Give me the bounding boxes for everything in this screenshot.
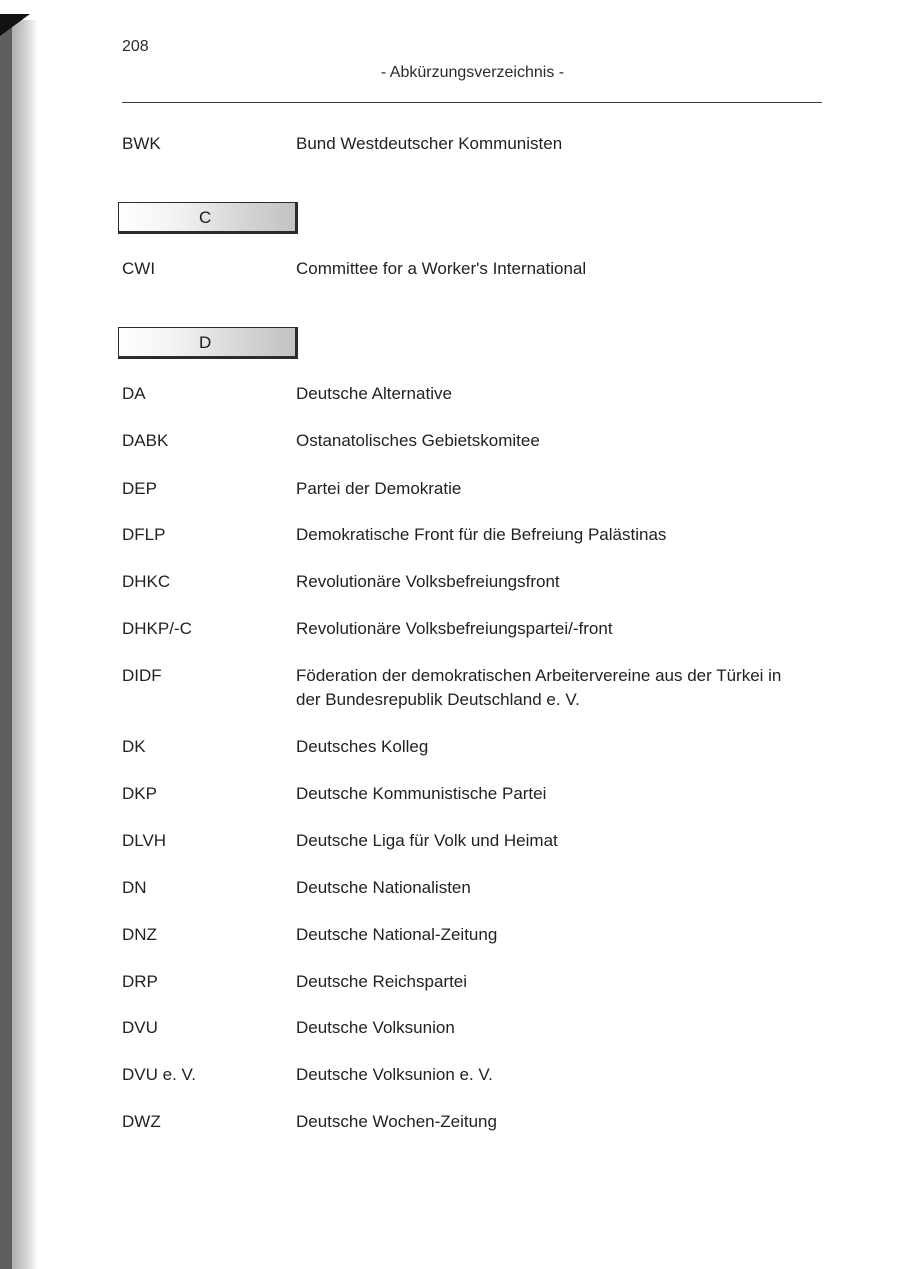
entry-expansion: Ostanatolisches Gebietskomitee [296,431,540,450]
entry-expansion: Föderation der demokratischen Arbeitervereine aus der Türkei in der Bundesrepublik Deutschland e. V. [296,666,782,709]
entry-abbreviation: DVU e. V. [122,1065,197,1084]
entry-expansion: Deutsche Wochen-Zeitung [296,1112,497,1131]
entry-expansion: Deutsche Liga für Volk und Heimat [296,831,558,850]
entry-abbreviation: BWK [122,134,161,153]
entry-expansion: Committee for a Worker's International [296,259,587,278]
entry-abbreviation: DK [122,737,146,756]
entry-abbreviation: DWZ [122,1112,161,1131]
binding-corner [0,14,30,36]
binding-edge [0,14,12,1269]
entry-abbreviation: DFLP [122,525,166,544]
page-number: 208 [122,38,149,55]
entry-abbreviation: DVU [122,1018,158,1037]
entry-expansion: Deutsche Kommunistische Partei [296,784,547,803]
entry-expansion: Bund Westdeutscher Kommunisten [296,134,563,153]
entry-expansion: Deutsche Nationalisten [296,878,471,897]
entry-expansion: Deutsches Kolleg [296,737,429,756]
entry-expansion: Deutsche Reichspartei [296,972,468,991]
entry-abbreviation: DRP [122,972,158,991]
entry-abbreviation: DKP [122,784,157,803]
entry-expansion: Revolutionäre Volksbefreiungspartei/-front [296,619,613,638]
header-rule [122,102,822,103]
entry-abbreviation: DHKP/-C [122,619,192,638]
section-letter: C [199,208,212,227]
entry-expansion: Revolutionäre Volksbefreiungsfront [296,572,560,591]
entry-abbreviation: DEP [122,479,157,498]
entry-abbreviation: DABK [122,431,169,450]
entry-abbreviation: DHKC [122,572,171,591]
entry-abbreviation: DLVH [122,831,167,850]
entry-abbreviation: DIDF [122,666,162,685]
entry-expansion: Deutsche Volksunion e. V. [296,1065,493,1084]
entry-expansion: Partei der Demokratie [296,479,462,498]
entry-expansion: Deutsche Volksunion [296,1018,455,1037]
section-letter-box-c [118,202,298,234]
entry-abbreviation: DN [122,878,147,897]
entry-expansion: Demokratische Front für die Befreiung Palästinas [296,525,667,544]
entry-expansion: Deutsche Alternative [296,384,452,403]
entry-abbreviation: CWI [122,259,156,278]
entry-abbreviation: DA [122,384,146,403]
entry-abbreviation: DNZ [122,925,157,944]
entry-expansion: Deutsche National-Zeitung [296,925,498,944]
running-head: - Abkürzungsverzeichnis - [380,64,565,81]
section-letter: D [199,333,212,352]
section-letter-box-d [118,327,298,359]
